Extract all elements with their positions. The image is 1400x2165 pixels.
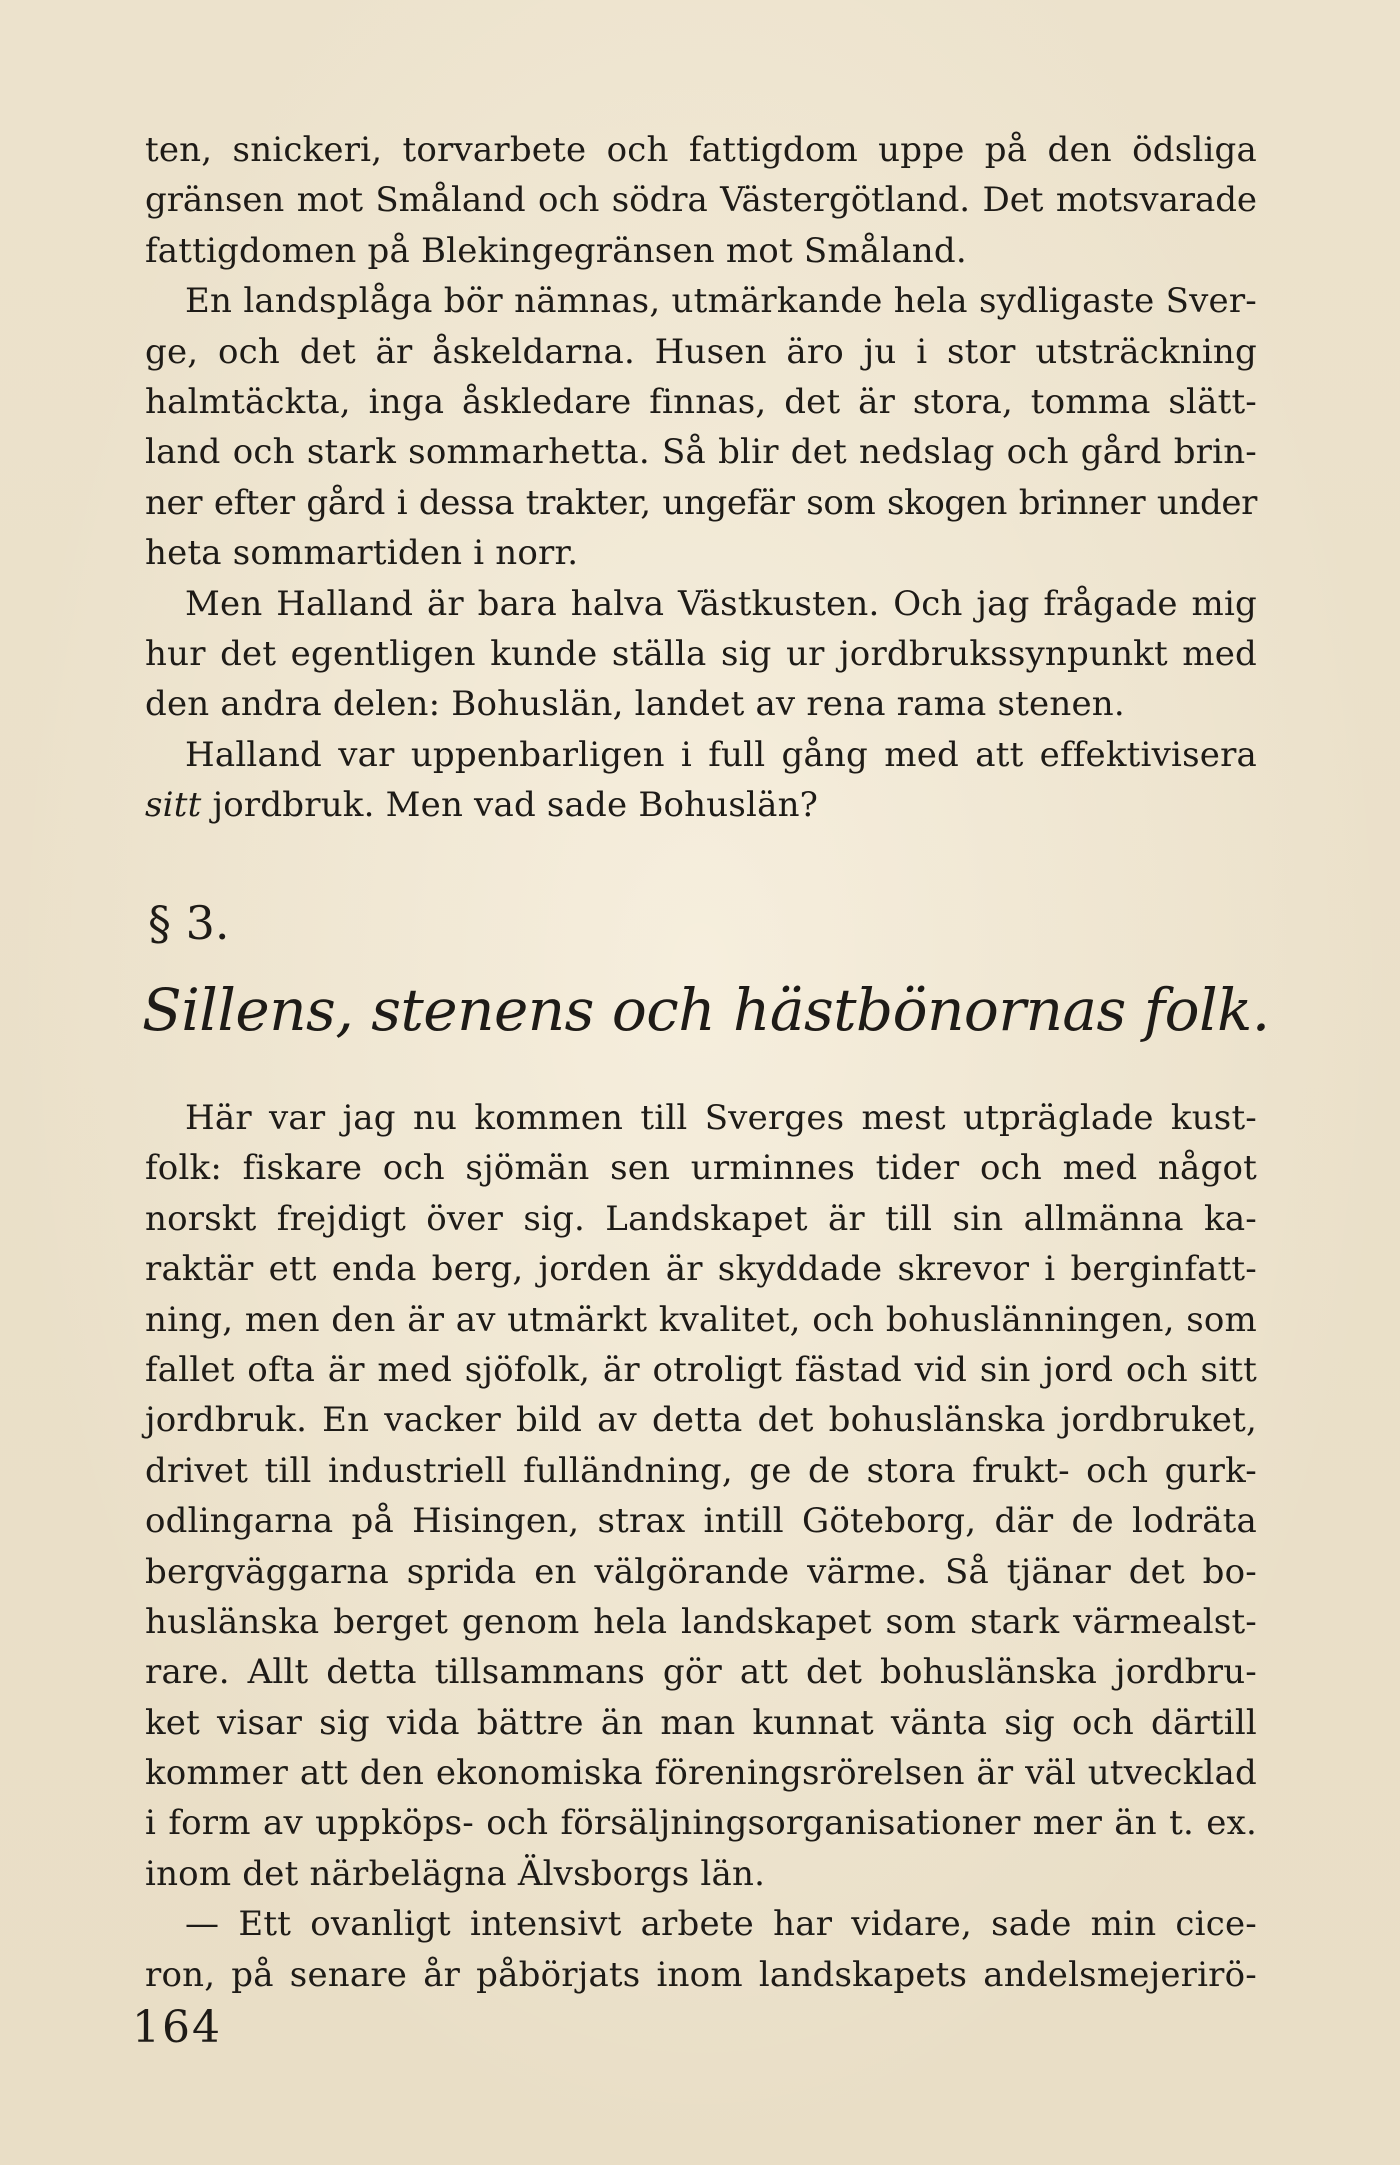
text-line: huslänska berget genom hela landskapet som stark värmealst- [145,1601,1257,1642]
text-line: En landsplåga bör nämnas, utmärkande hela sydligaste Sver- [185,281,1257,322]
text-line: ron, på senare år påbörjats inom landskapets andelsmejerirö- [145,1954,1257,1995]
section-number: § 3. [148,896,230,950]
text-line: kommer att den ekonomiska föreningsrörelsen är väl utvecklad [145,1753,1257,1794]
text-line: rare. Allt detta tillsammans gör att det bohuslänska jordbru- [145,1652,1257,1693]
text-line: fallet ofta är med sjöfolk, är otroligt fästad vid sin jord och sitt [145,1349,1257,1390]
text-line: folk: fiskare och sjömän sen urminnes tider och med något [145,1148,1257,1189]
text-line [145,780,1257,830]
text-line: bergväggarna sprida en välgörande värme. Så tjänar det bo- [145,1551,1257,1592]
text-line: fattigdomen på Blekingegränsen mot Småland. [145,230,967,271]
text-line: i form av uppköps- och försäljningsorganisationer mer än t. ex. [145,1803,1257,1844]
text-line: hur det egentligen kunde ställa sig ur jordbrukssynpunkt med [145,633,1257,674]
text-line: ner efter gård i dessa trakter, ungefär som skogen brinner under [145,482,1257,523]
text-line: ten, snickeri, torvarbete och fattigdom uppe på den ödsliga [145,130,1257,170]
text-line: Halland var uppenbarligen i full gång med att effektivisera [185,734,1257,775]
section-title: Sillens, stenens och hästbönornas folk. [142,976,1270,1044]
text-line: halmtäckta, inga åskledare finnas, det är stora, tomma slätt- [145,381,1257,422]
text-line: ket visar sig vida bättre än man kunnat vänta sig och därtill [145,1702,1257,1743]
text-line: Här var jag nu kommen till Sverges mest utpräglade kust- [185,1098,1257,1138]
paragraph-block-top [145,125,1257,830]
page-number: 164 [132,2002,222,2053]
text-line: Men Halland är bara halva Västkusten. Och jag frågade mig [185,583,1257,624]
text-line: drivet till industriell fulländning, ge de stora frukt- och gurk- [145,1450,1257,1491]
text-line: ning, men den är av utmärkt kvalitet, och bohuslänningen, som [145,1299,1257,1340]
italic-word: sitt [145,785,202,826]
text-line: gränsen mot Småland och södra Västergötland. Det motsvarade [145,180,1257,221]
text-line: land och stark sommarhetta. Så blir det nedslag och gård brin- [145,432,1257,473]
text-line: raktär ett enda berg, jorden är skyddade skrevor i berginfatt- [145,1249,1257,1290]
text-line: inom det närbelägna Älvsborgs län. [145,1853,766,1894]
text-line: ge, och det är åskeldarna. Husen äro ju i stor utsträckning [145,331,1257,372]
paragraph-block-bottom [145,1093,1257,2000]
text-line: — Ett ovanligt intensivt arbete har vidare, sade min cice- [185,1904,1257,1945]
text-line: odlingarna på Hisingen, strax intill Göteborg, där de lodräta [145,1501,1257,1542]
text-line: jordbruk. En vacker bild av detta det bohuslänska jordbruket, [145,1400,1257,1441]
text-line: norskt frejdigt över sig. Landskapet är till sin allmänna ka- [145,1198,1257,1239]
text-line: heta sommartiden i norr. [145,533,579,574]
text-line: den andra delen: Bohuslän, landet av rena rama stenen. [145,684,1125,725]
text-line-rest: jordbruk. Men vad sade Bohuslän? [201,785,819,826]
